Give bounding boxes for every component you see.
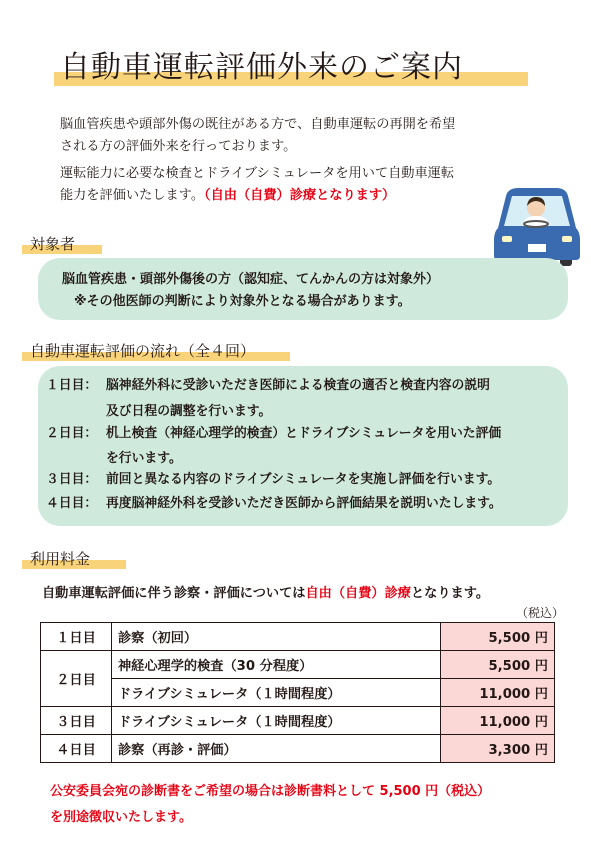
intro-line-2: される方の評価外来を行っております。	[60, 139, 297, 154]
flow-day-4: ４日目：	[46, 496, 98, 511]
tax-note: （税込）	[516, 606, 565, 620]
flow-cont-2: を行います。	[106, 451, 182, 466]
flow-heading: 自動車運転評価の流れ（全４回）	[30, 342, 256, 360]
intro-line-1: 脳血管疾患や頭部外傷の既往がある方で、自動車運転の再開を希望	[60, 117, 456, 132]
fee-note	[42, 582, 489, 601]
fee-day-5: ４日目	[41, 735, 112, 763]
table-row	[41, 623, 555, 651]
fee-item-2: 神経心理学的検査（30 分程度）	[112, 651, 441, 679]
intro-line-3: 運転能力に必要な検査とドライブシミュレータを用いて自動車運転	[60, 166, 455, 181]
target-heading: 対象者	[30, 235, 76, 253]
fee-item-3: ドライブシミュレータ（１時間程度）	[112, 679, 441, 707]
flow-text-2: 机上検査（神経心理学的検査）とドライブシミュレータを用いた評価	[106, 426, 502, 441]
flow-item-4	[46, 494, 502, 514]
fee-heading: 利用料金	[30, 550, 91, 568]
fee-note-pre: 自動車運転評価に伴う診察・評価については	[42, 586, 306, 601]
page-title: 自動車運転評価外来のご案内	[60, 50, 463, 85]
flow-day-3: ３日目：	[46, 472, 98, 487]
fee-day-2: ２日目	[41, 651, 112, 707]
footer-note-2: を別途徴収いたします。	[50, 810, 192, 825]
table-row	[41, 735, 555, 763]
flow-text-4: 再度脳神経外科を受診いただき医師から評価結果を説明いたします。	[106, 496, 502, 511]
flow-cont-1: 及び日程の調整を行います。	[106, 404, 272, 419]
fee-item-4: ドライブシミュレータ（１時間程度）	[112, 707, 441, 735]
fee-price-5: 3,300 円	[441, 735, 555, 763]
flow-text-3: 前回と異なる内容のドライブシミュレータを実施し評価を行います。	[106, 472, 501, 487]
intro-line-4	[60, 186, 395, 206]
fee-price-1: 5,500 円	[441, 623, 555, 651]
table-row	[41, 707, 555, 735]
flow-day-2: ２日目：	[46, 426, 98, 441]
fee-day-4: ３日目	[41, 707, 112, 735]
footer-note-1: 公安委員会宛の診断書をご希望の場合は診断書料として 5,500 円（税込）	[50, 784, 491, 799]
intro-self-pay-note: （自由（自費）診療となります）	[204, 188, 396, 203]
fee-table	[40, 622, 555, 763]
flow-day-1: １日目：	[46, 378, 98, 393]
table-row	[41, 679, 555, 707]
flow-item-3	[46, 470, 500, 490]
fee-price-4: 11,000 円	[441, 707, 555, 735]
intro-line-4-text: 能力を評価いたします。	[60, 188, 205, 203]
car-driver-icon	[494, 186, 580, 268]
flow-item-1	[46, 376, 490, 396]
target-line-1: 脳血管疾患・頭部外傷後の方（認知症、てんかんの方は対象外）	[62, 272, 440, 287]
fee-note-self-pay: 自由（自費）診療	[305, 586, 411, 601]
fee-item-5: 診察（再診・評価）	[112, 735, 441, 763]
fee-price-2: 5,500 円	[441, 651, 555, 679]
flow-text-1: 脳神経外科に受診いただき医師による検査の適否と検査内容の説明	[106, 378, 490, 393]
flow-item-2	[46, 424, 501, 444]
fee-price-3: 11,000 円	[441, 679, 555, 707]
fee-note-post: となります。	[410, 586, 490, 601]
target-line-2: ※その他医師の判断により対象外となる場合があります。	[74, 294, 411, 309]
table-row	[41, 651, 555, 679]
fee-item-1: 診察（初回）	[112, 623, 441, 651]
fee-day-1: １日目	[41, 623, 112, 651]
